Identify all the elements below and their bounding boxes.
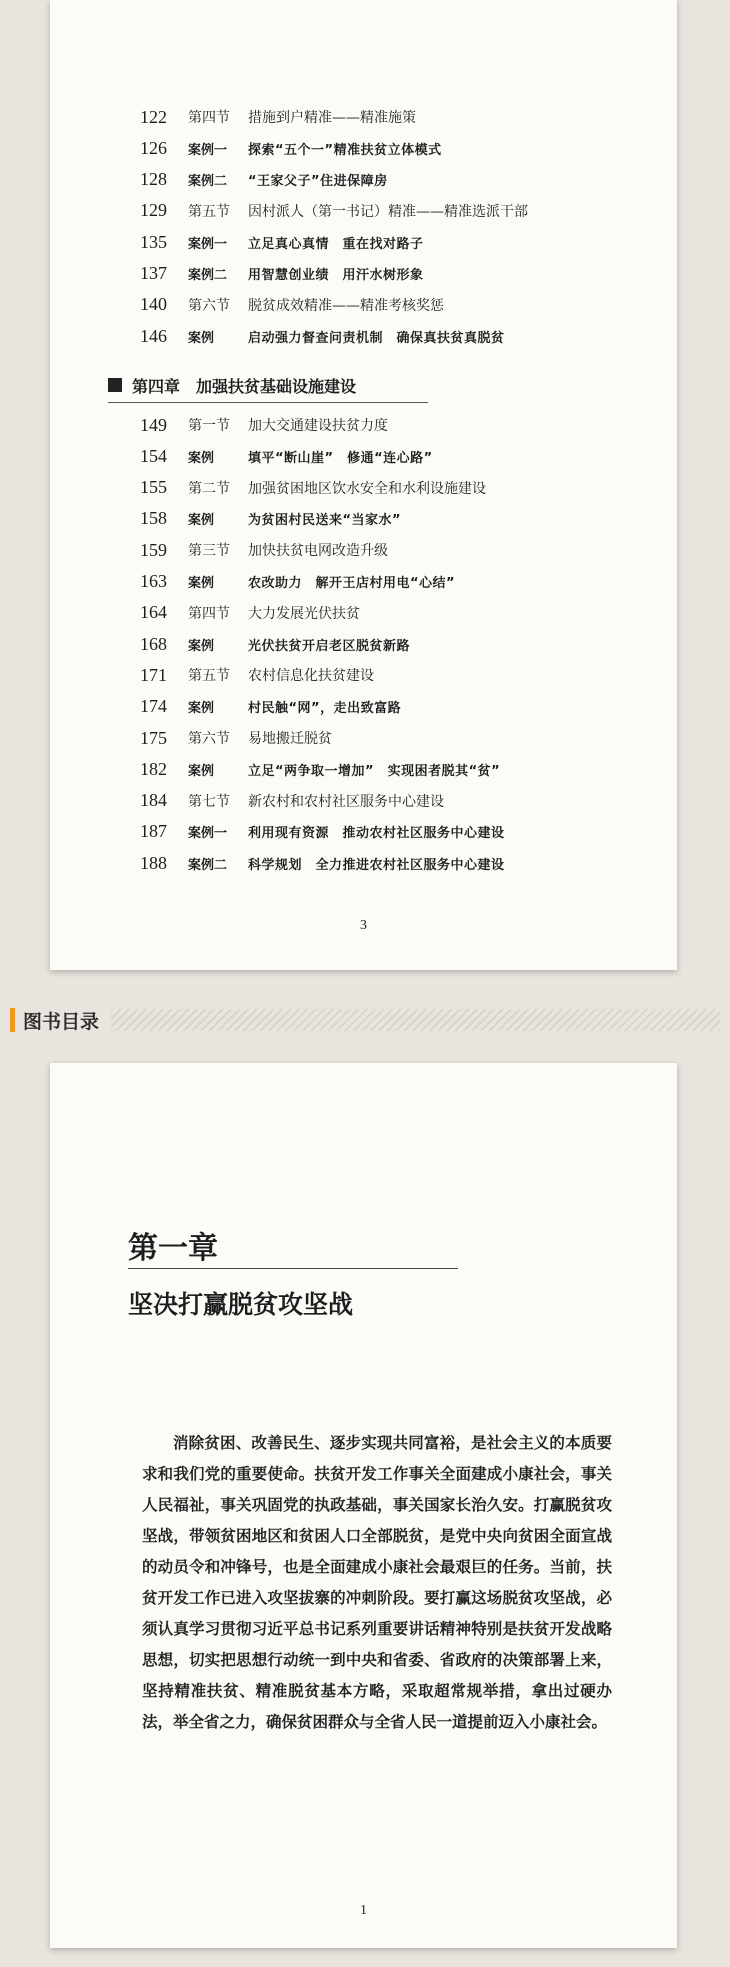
toc-page-number: 137 xyxy=(140,263,167,283)
toc-page-number: 171 xyxy=(140,664,167,685)
toc-title: 村民触“网”，走出致富路 xyxy=(248,701,402,717)
toc-row xyxy=(140,441,637,471)
toc-title: 农村信息化扶贫建设 xyxy=(248,668,374,685)
toc-section-label: 案例一 xyxy=(188,142,228,158)
toc-row xyxy=(140,848,637,878)
toc-title: 大力发展光伏扶贫 xyxy=(248,605,360,622)
toc-section-label: 第四节 xyxy=(188,605,230,622)
toc-page-number: 182 xyxy=(140,758,167,779)
toc-row xyxy=(140,410,637,440)
toc-title: 加大交通建设扶贫力度 xyxy=(248,418,388,434)
toc-page-number: 159 xyxy=(140,539,167,560)
toc-row xyxy=(140,786,637,816)
toc-row xyxy=(140,473,637,503)
chapter-title: 坚决打赢脱贫攻坚战 xyxy=(128,1290,354,1319)
toc-section-label: 案例 xyxy=(188,513,215,529)
toc-row xyxy=(140,817,637,847)
toc-section-label: 案例一 xyxy=(188,236,228,252)
toc-section-label: 第六节 xyxy=(188,297,230,314)
toc-page-number: 128 xyxy=(140,169,167,190)
toc-row xyxy=(140,133,637,163)
toc-page-number: 155 xyxy=(140,477,167,498)
toc-page-number: 163 xyxy=(140,571,167,591)
toc-page-number: 140 xyxy=(140,294,167,315)
section-header-label: 图书目录 xyxy=(23,1010,100,1033)
toc-title: 脱贫成效精准——精准考核奖惩 xyxy=(248,297,444,314)
toc-title: 利用现有资源 推动农村社区服务中心建设 xyxy=(248,826,505,842)
toc-page-number: 122 xyxy=(140,106,167,127)
toc-section-label: 案例 xyxy=(188,701,215,717)
toc-section-label: 第四节 xyxy=(188,110,230,126)
toc-row xyxy=(140,165,637,195)
chapter-rule xyxy=(128,1268,458,1269)
toc-page-number: 135 xyxy=(140,231,167,252)
toc-row xyxy=(140,535,637,565)
toc-row xyxy=(140,259,637,289)
toc-title: 立足真心真情 重在找对路子 xyxy=(248,236,424,252)
toc-title: 加快扶贫电网改造升级 xyxy=(248,543,388,560)
toc-title: 探索“五个一”精准扶贫立体模式 xyxy=(248,142,442,158)
toc-section-label: 案例二 xyxy=(188,174,228,190)
toc-section-label: 案例 xyxy=(188,576,215,591)
toc-title: 为贫困村民送来“当家水” xyxy=(248,513,402,529)
toc-page-number: 184 xyxy=(140,790,167,811)
page-number: 1 xyxy=(360,1903,367,1918)
toc-page-number: 174 xyxy=(140,696,167,717)
toc-section-label: 案例一 xyxy=(188,826,228,842)
toc-section-label: 第七节 xyxy=(188,793,230,810)
page-number: 3 xyxy=(360,918,367,933)
decorative-stripes xyxy=(111,1009,720,1031)
toc-section-label: 案例 xyxy=(188,638,215,654)
toc-section-label: 第五节 xyxy=(188,668,230,685)
toc-section-label: 案例 xyxy=(188,450,215,466)
toc-row xyxy=(140,227,637,257)
toc-section-label: 第六节 xyxy=(188,731,230,747)
toc-title: 科学规划 全力推进农村社区服务中心建设 xyxy=(248,857,505,873)
toc-title: 农改助力 解开王店村用电“心结” xyxy=(248,576,456,591)
toc-title: 易地搬迁脱贫 xyxy=(248,731,332,747)
toc-title: 光伏扶贫开启老区脱贫新路 xyxy=(248,638,411,654)
toc-page-number: 168 xyxy=(140,633,167,654)
toc-row xyxy=(140,598,637,628)
chapter-label: 第一章 xyxy=(128,1231,218,1266)
toc-page-number: 188 xyxy=(140,852,167,873)
toc-row xyxy=(140,629,637,659)
toc-row xyxy=(140,290,637,320)
toc-row xyxy=(140,692,637,722)
chapter-body: 消除贫困、改善民生、逐步实现共同富裕，是社会主义的本质要求和我们党的重要使命。扶贫开发工作事关全面建成小康社会，事关人民福祉，事关巩固党的执政基础，事关国家长治久安。打赢脱贫攻坚战，带领贫困地区和贫困人口全部脱贫，是党中央向贫困全面宣战的动员令和冲锋号，也是全面建成小康社会最艰巨的任务。当前，扶贫开发工作已进入攻坚拔寨的冲刺阶段。要打赢这场脱贫攻坚战，必须认真学习贯彻习近平总书记系列重要讲话精神特别是扶贫开发战略思想，切实把思想行动统一到中央和省委、省政府的决策部署上来，坚持精准扶贫、精准脱贫基本方略，采取超常规举措，拿出过硬办法，举全省之力，确保贫困群众与全省人民一道提前迈入小康社会。 xyxy=(142,1434,612,1731)
toc-page-number: 154 xyxy=(140,445,167,466)
toc-page-number: 158 xyxy=(140,508,167,529)
toc-title: 新农村和农村社区服务中心建设 xyxy=(248,793,444,810)
square-bullet-icon xyxy=(108,378,122,392)
toc-row xyxy=(140,567,637,597)
toc-title: “王家父子”住进保障房 xyxy=(248,174,388,190)
toc-row xyxy=(140,504,637,534)
toc-page-number: 146 xyxy=(140,325,167,346)
toc-page-number: 126 xyxy=(140,137,167,158)
toc-title: 启动强力督查问责机制 确保真扶贫真脱贫 xyxy=(248,330,505,346)
toc-section-label: 第二节 xyxy=(188,480,230,497)
toc-section-label: 案例 xyxy=(188,763,215,779)
toc-row xyxy=(140,660,637,690)
toc-page xyxy=(50,0,677,970)
toc-page-number: 175 xyxy=(140,727,167,748)
toc-section-label: 第一节 xyxy=(188,418,230,434)
toc-title: 措施到户精准——精准施策 xyxy=(248,110,416,126)
toc-title: 因村派人（第一书记）精准——精准选派干部 xyxy=(248,203,528,220)
toc-row xyxy=(140,102,637,132)
toc-section-label: 案例二 xyxy=(188,857,228,873)
toc-page-number: 129 xyxy=(140,200,167,221)
toc-row xyxy=(140,196,637,226)
toc-page-number: 164 xyxy=(140,602,167,623)
toc-title: 用智慧创业绩 用汗水树形象 xyxy=(248,268,424,283)
toc-page-number: 149 xyxy=(140,414,167,435)
toc-section-label: 第五节 xyxy=(188,203,230,220)
toc-row xyxy=(140,723,637,753)
chapter-heading-text: 第四章 加强扶贫基础设施建设 xyxy=(132,376,357,396)
section-header xyxy=(10,1003,720,1037)
toc-section-label: 案例 xyxy=(188,330,215,346)
toc-title: 填平“断山崖” 修通“连心路” xyxy=(248,450,433,466)
toc-row xyxy=(140,321,637,351)
accent-bar xyxy=(10,1008,15,1032)
toc-section-label: 第三节 xyxy=(188,543,230,560)
toc-title: 加强贫困地区饮水安全和水利设施建设 xyxy=(248,480,486,497)
toc-section-label: 案例二 xyxy=(188,268,228,283)
chapter-heading xyxy=(108,368,428,403)
toc-page-number: 187 xyxy=(140,821,167,842)
toc-title: 立足“两争取一增加” 实现困者脱其“贫” xyxy=(248,763,501,779)
toc-row xyxy=(140,754,637,784)
